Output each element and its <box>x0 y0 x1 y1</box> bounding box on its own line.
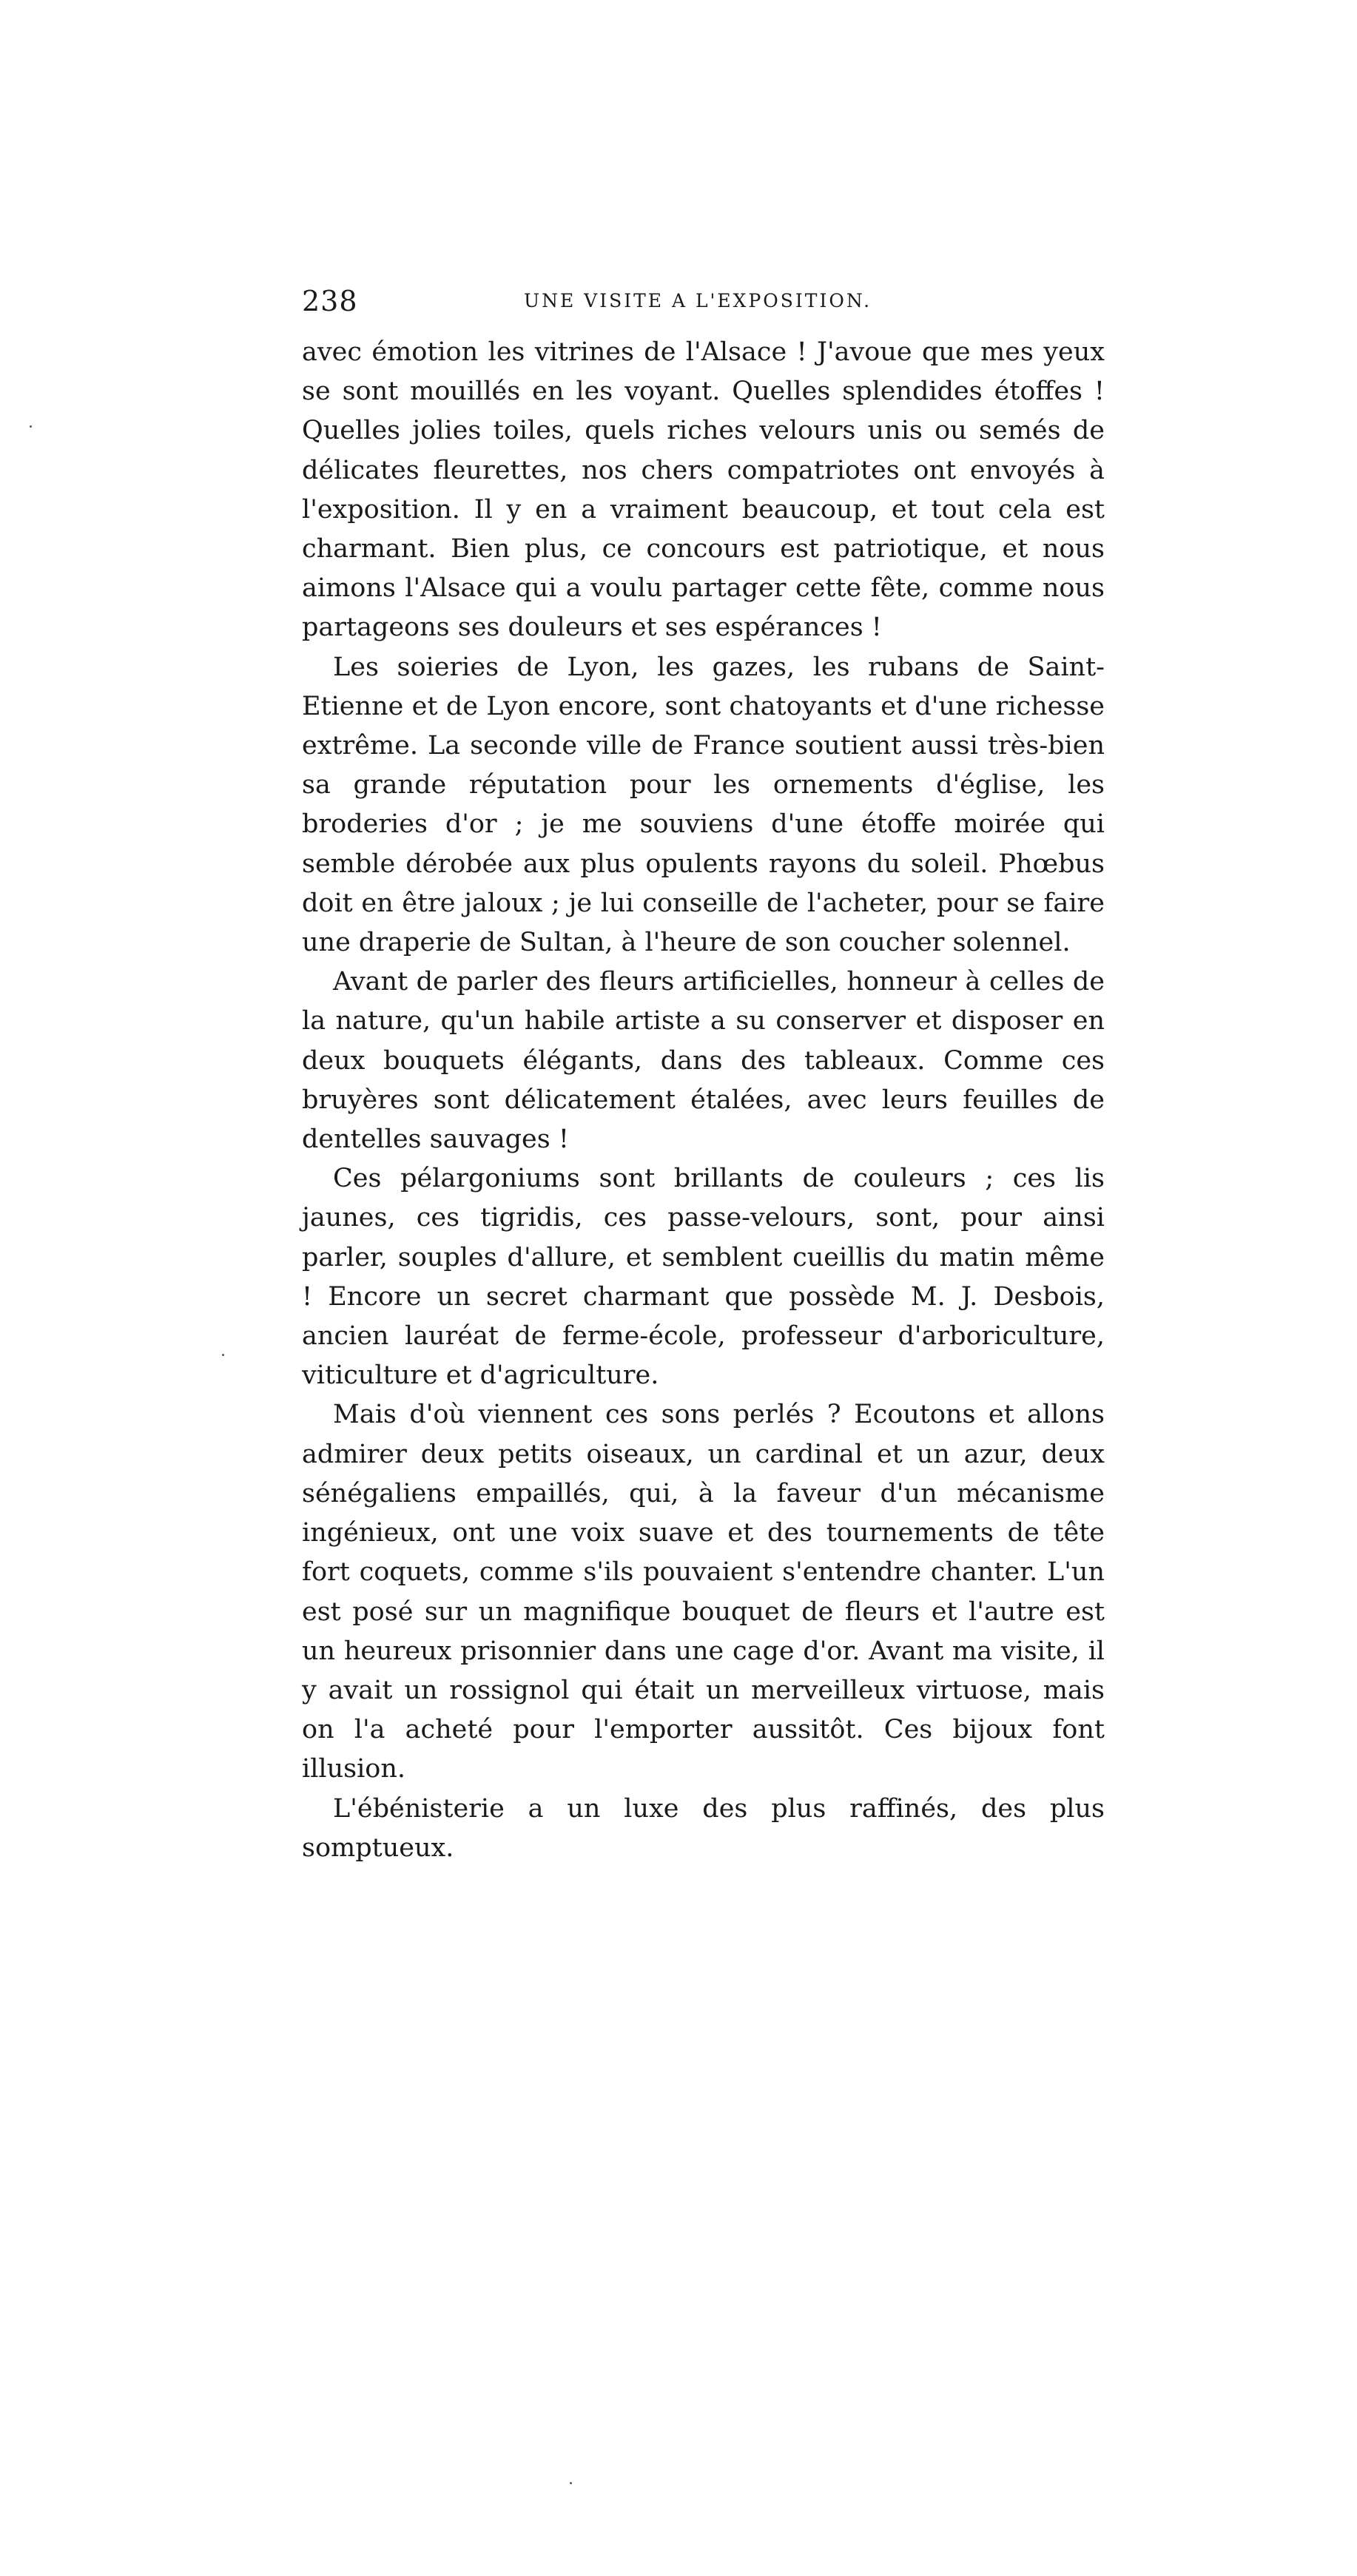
page-header <box>302 285 1105 322</box>
scan-speck <box>570 2482 572 2484</box>
paragraph-alsace: avec émotion les vitrines de l'Alsace ! J'avoue que mes yeux se sont mouillés en les voyant. Quelles splendides étoffes ! Quelles jolies toiles, quels riches velours unis ou semés de délicates fleurettes, nos chers compatriotes ont envoyés à l'exposition. Il y en a vraiment beaucoup, et tout cela est charmant. Bien plus, ce concours est patriotique, et nous aimons l'Alsace qui a voulu partager cette fête, comme nous partageons ses douleurs et ses espérances ! <box>302 337 1105 643</box>
paragraph-singing-birds: Mais d'où viennent ces sons perlés ? Ecoutons et allons admirer deux petits oiseaux, un cardinal et un azur, deux sénégaliens empaillés, qui, à la faveur d'un mécanisme ingénieux, ont une voix suave et des tournements de tête fort coquets, comme s'ils pouvaient s'entendre chanter. L'un est posé sur un magnifique bouquet de fleurs et l'autre est un heureux prisonnier dans une cage d'or. Avant ma visite, il y avait un rossignol qui était un merveilleux virtuose, mais on l'a acheté pour l'emporter aussitôt. Ces bijoux font illusion. <box>302 1400 1105 1784</box>
body-text <box>302 333 1105 1868</box>
page-number: 238 <box>302 285 358 317</box>
paragraph-cabinetry: L'ébénisterie a un luxe des plus raffinés, des plus somptueux. <box>302 1793 1105 1863</box>
paragraph-lyon-silks: Les soieries de Lyon, les gazes, les rubans de Saint-Etienne et de Lyon encore, sont chatoyants et d'une richesse extrême. La seconde ville de France soutient aussi très-bien sa grande réputation pour les ornements d'église, les broderies d'or ; je me souviens d'une étoffe moirée qui semble dérobée aux plus opulents rayons du soleil. Phœbus doit en être jaloux ; je lui conseille de l'acheter, pour se faire une draperie de Sultan, à l'heure de son coucher solennel. <box>302 652 1105 958</box>
running-title: UNE VISITE A L'EXPOSITION. <box>524 290 872 311</box>
paragraph-artificial-flowers: Avant de parler des fleurs artificielles, honneur à celles de la nature, qu'un habile artiste a su conserver et disposer en deux bouquets élégants, dans des tableaux. Comme ces bruyères sont délicatement étalées, avec leurs feuilles de dentelles sauvages ! <box>302 967 1105 1155</box>
scan-speck <box>30 425 32 428</box>
scan-speck <box>222 1354 224 1356</box>
paragraph-pelargoniums: Ces pélargoniums sont brillants de couleurs ; ces lis jaunes, ces tigridis, ces passe-velours, sont, pour ainsi parler, souples d'allure, et semblent cueillis du matin même ! Encore un secret charmant que possède M. J. Desbois, ancien lauréat de ferme-école, professeur d'arboriculture, viticulture et d'agriculture. <box>302 1164 1105 1391</box>
